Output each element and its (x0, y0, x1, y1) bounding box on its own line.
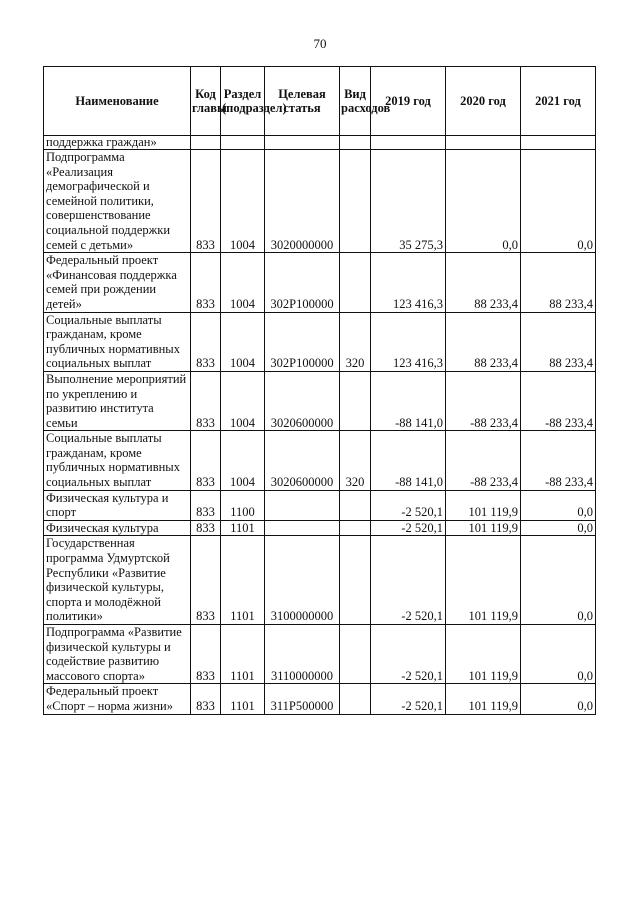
cell-2020: 0,0 (446, 150, 521, 253)
cell-section: 1101 (221, 625, 265, 684)
cell-2020: -88 233,4 (446, 371, 521, 430)
cell-2021: 0,0 (521, 150, 596, 253)
table-row (44, 625, 596, 684)
cell-2020: 101 119,9 (446, 684, 521, 714)
cell-2019: -88 141,0 (371, 431, 446, 490)
cell-2019 (371, 136, 446, 150)
cell-2021: 0,0 (521, 625, 596, 684)
cell-2020: 101 119,9 (446, 536, 521, 625)
continuation-row (44, 136, 596, 150)
cell-2021: 0,0 (521, 490, 596, 520)
cell-target: 3020600000 (265, 431, 340, 490)
cell-2019: 35 275,3 (371, 150, 446, 253)
table-body (44, 136, 596, 715)
cell-code: 833 (191, 253, 221, 312)
cell-2021: 88 233,4 (521, 253, 596, 312)
table-row (44, 371, 596, 430)
cell-2020: 88 233,4 (446, 253, 521, 312)
header-2021: 2021 год (521, 67, 596, 136)
cell-expense-type (340, 371, 371, 430)
cell-2019: -2 520,1 (371, 625, 446, 684)
cell-code: 833 (191, 625, 221, 684)
cell-code: 833 (191, 520, 221, 536)
cell-2019: -2 520,1 (371, 490, 446, 520)
cell-target: 3020600000 (265, 371, 340, 430)
cell-code: 833 (191, 536, 221, 625)
cell-2019: 123 416,3 (371, 253, 446, 312)
cell-2020: 101 119,9 (446, 490, 521, 520)
cell-2020: 101 119,9 (446, 625, 521, 684)
cell-target: 3110000000 (265, 625, 340, 684)
cell-code: 833 (191, 490, 221, 520)
cell-expense-type (340, 536, 371, 625)
table-row (44, 684, 596, 714)
cell-2019: -2 520,1 (371, 536, 446, 625)
cell-2020: -88 233,4 (446, 431, 521, 490)
cell-expense-type (340, 625, 371, 684)
cell-target: 302P100000 (265, 253, 340, 312)
cell-target (265, 490, 340, 520)
cell-2020: 101 119,9 (446, 520, 521, 536)
cell-2021: -88 233,4 (521, 371, 596, 430)
cell-target (265, 520, 340, 536)
cell-expense-type (340, 490, 371, 520)
cell-code: 833 (191, 150, 221, 253)
cell-name: Физическая культура и спорт (44, 490, 191, 520)
header-code: Код главы (191, 67, 221, 136)
cell-name: Подпрограмма «Развитие физической культуры и содействие развитию массового спорта» (44, 625, 191, 684)
cell-expense-type (340, 684, 371, 714)
cell-target: 3100000000 (265, 536, 340, 625)
table-row (44, 490, 596, 520)
cell-name: Федеральный проект «Спорт – норма жизни» (44, 684, 191, 714)
cell-expense-type: 320 (340, 431, 371, 490)
cell-code: 833 (191, 312, 221, 371)
table-row (44, 312, 596, 371)
cell-target: 311P500000 (265, 684, 340, 714)
cell-code: 833 (191, 431, 221, 490)
cell-target: 3020000000 (265, 150, 340, 253)
cell-name: Выполнение мероприятий по укреплению и развитию института семьи (44, 371, 191, 430)
cell-2021: 88 233,4 (521, 312, 596, 371)
cell-2021: 0,0 (521, 520, 596, 536)
cell-name: Федеральный проект «Финансовая поддержка семей при рождении детей» (44, 253, 191, 312)
cell-name: Социальные выплаты гражданам, кроме публичных нормативных социальных выплат (44, 431, 191, 490)
cell-name: Подпрограмма «Реализация демографической и семейной политики, совершенствование социальной поддержки семей с детьми» (44, 150, 191, 253)
cell-expense-type (340, 520, 371, 536)
cell-name: поддержка граждан» (44, 136, 191, 150)
header-expense-type: Вид расходов (340, 67, 371, 136)
cell-name: Социальные выплаты гражданам, кроме публичных нормативных социальных выплат (44, 312, 191, 371)
cell-section: 1100 (221, 490, 265, 520)
cell-section: 1101 (221, 520, 265, 536)
cell-section: 1004 (221, 431, 265, 490)
cell-2020: 88 233,4 (446, 312, 521, 371)
cell-section: 1101 (221, 684, 265, 714)
cell-2019: -2 520,1 (371, 520, 446, 536)
table-row (44, 253, 596, 312)
cell-section: 1004 (221, 312, 265, 371)
cell-expense-type (340, 136, 371, 150)
cell-code: 833 (191, 684, 221, 714)
table-row (44, 536, 596, 625)
header-2020: 2020 год (446, 67, 521, 136)
cell-code: 833 (191, 371, 221, 430)
header-target: Целевая статья (265, 67, 340, 136)
cell-expense-type (340, 150, 371, 253)
cell-2019: -88 141,0 (371, 371, 446, 430)
cell-2019: -2 520,1 (371, 684, 446, 714)
cell-name: Государственная программа Удмуртской Республики «Развитие физической культуры, спорта и молодёжной политики» (44, 536, 191, 625)
cell-target: 302P100000 (265, 312, 340, 371)
cell-2021: 0,0 (521, 536, 596, 625)
page-number: 70 (313, 36, 327, 51)
cell-code (191, 136, 221, 150)
cell-section: 1004 (221, 371, 265, 430)
table-row (44, 431, 596, 490)
cell-section: 1101 (221, 536, 265, 625)
cell-section (221, 136, 265, 150)
cell-name: Физическая культура (44, 520, 191, 536)
header-name: Наименование (44, 67, 191, 136)
table-row (44, 520, 596, 536)
cell-section: 1004 (221, 150, 265, 253)
table-header-row (44, 67, 596, 136)
header-2019: 2019 год (371, 67, 446, 136)
cell-section: 1004 (221, 253, 265, 312)
budget-table (43, 66, 596, 715)
table-row (44, 150, 596, 253)
cell-2021: -88 233,4 (521, 431, 596, 490)
cell-expense-type: 320 (340, 312, 371, 371)
header-section: Раздел (подраздел) (221, 67, 265, 136)
cell-2021: 0,0 (521, 684, 596, 714)
cell-2020 (446, 136, 521, 150)
cell-2019: 123 416,3 (371, 312, 446, 371)
cell-target (265, 136, 340, 150)
cell-expense-type (340, 253, 371, 312)
cell-2021 (521, 136, 596, 150)
